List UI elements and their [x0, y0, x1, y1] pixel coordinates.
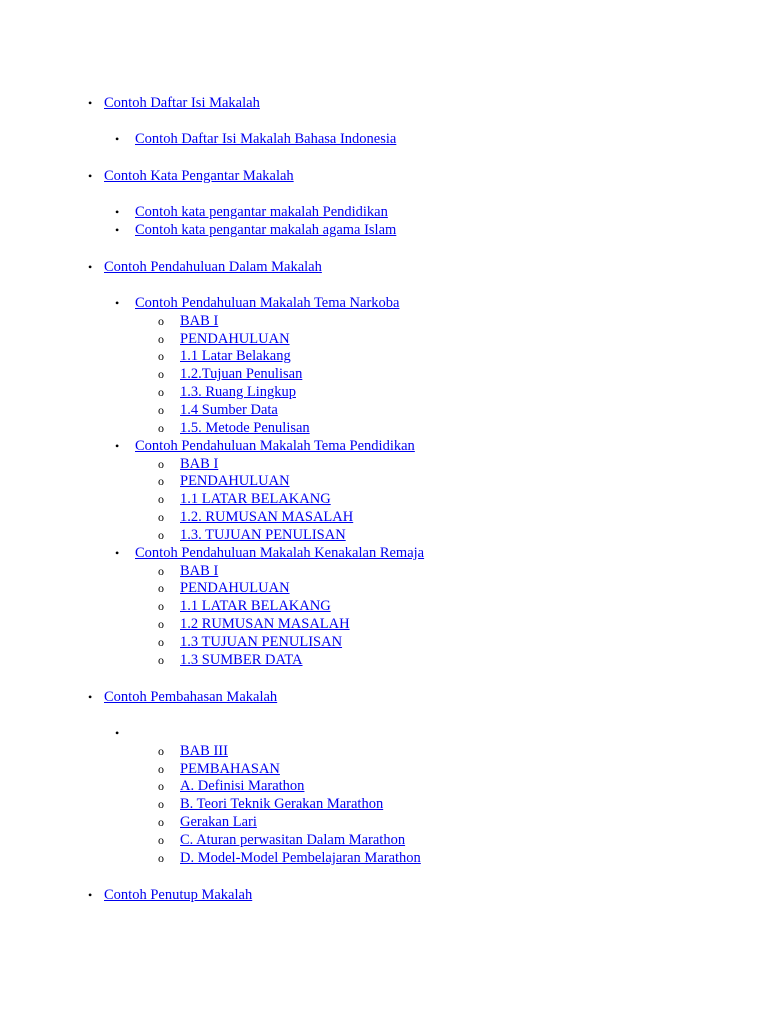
circle-bullet-icon: o [158, 420, 164, 435]
circle-bullet-icon: o [158, 349, 164, 364]
sub-item-link[interactable]: 1.2. RUMUSAN MASALAH [180, 509, 354, 526]
item-link[interactable]: Contoh Daftar Isi Makalah Bahasa Indonesia [135, 131, 397, 147]
disc-bullet-icon: • [115, 295, 120, 310]
circle-bullet-icon: o [158, 797, 164, 812]
sub-item-link[interactable]: 1.2 RUMUSAN MASALAH [180, 616, 350, 633]
circle-bullet-icon: o [158, 581, 164, 596]
sub-item-link[interactable]: BAB I [180, 455, 219, 472]
disc-bullet-icon: • [88, 259, 93, 274]
circle-bullet-icon: o [158, 563, 164, 578]
circle-bullet-icon: o [158, 599, 164, 614]
sub-item-link[interactable]: BAB III [180, 742, 228, 759]
circle-bullet-icon: o [158, 331, 164, 346]
section-link[interactable]: Contoh Penutup Makalah [104, 886, 253, 903]
circle-bullet-icon: o [158, 850, 164, 865]
item-link[interactable]: Contoh kata pengantar makalah Pendidikan [135, 204, 388, 220]
disc-bullet-icon: • [88, 689, 93, 704]
circle-bullet-icon: o [158, 313, 164, 328]
item-link[interactable]: Contoh Pendahuluan Makalah Kenakalan Remaja [135, 544, 425, 561]
circle-bullet-icon: o [158, 743, 164, 758]
circle-bullet-icon: o [158, 367, 164, 382]
circle-bullet-icon: o [158, 832, 164, 847]
sub-item-link[interactable]: 1.2.Tujuan Penulisan [180, 366, 303, 383]
sub-item-link[interactable]: 1.1 Latar Belakang [180, 348, 291, 365]
item-link[interactable]: Contoh Pendahuluan Makalah Tema Pendidikan [135, 437, 415, 454]
section-link[interactable]: Contoh Daftar Isi Makalah [104, 95, 260, 111]
sub-item-link[interactable]: B. Teori Teknik Gerakan Marathon [180, 796, 384, 813]
circle-bullet-icon: o [158, 385, 164, 400]
disc-bullet-icon: • [115, 132, 120, 146]
circle-bullet-icon: o [158, 652, 164, 667]
sub-item-link[interactable]: 1.3 TUJUAN PENULISAN [180, 634, 343, 650]
section-link[interactable]: Contoh Kata Pengantar Makalah [104, 168, 294, 184]
disc-bullet-icon: • [115, 438, 120, 453]
sub-item-link[interactable]: A. Definisi Marathon [180, 778, 305, 795]
sub-item-link[interactable]: 1.3. Ruang Lingkup [180, 384, 296, 401]
sub-item-link[interactable]: 1.3 SUMBER DATA [180, 651, 303, 668]
disc-bullet-icon: • [115, 222, 120, 237]
circle-bullet-icon: o [158, 779, 164, 794]
disc-bullet-icon: • [115, 205, 120, 219]
circle-bullet-icon: o [158, 617, 164, 632]
circle-bullet-icon: o [158, 527, 164, 542]
disc-bullet-icon: • [115, 545, 120, 560]
sub-item-link[interactable]: 1.4 Sumber Data [180, 401, 278, 418]
item-link[interactable]: Contoh Pendahuluan Makalah Tema Narkoba [135, 294, 400, 311]
sub-item-link[interactable]: 1.3. TUJUAN PENULISAN [180, 526, 346, 543]
circle-bullet-icon: o [158, 761, 164, 776]
disc-bullet-icon: • [115, 725, 120, 740]
sub-item-link[interactable]: PENDAHULUAN [180, 580, 290, 597]
sub-item-link[interactable]: PENDAHULUAN [180, 330, 290, 347]
sub-item-link[interactable]: PENDAHULUAN [180, 473, 290, 490]
sub-item-link[interactable]: 1.1 LATAR BELAKANG [180, 598, 331, 615]
section-link[interactable]: Contoh Pendahuluan Dalam Makalah [104, 258, 322, 275]
item-link[interactable]: Contoh kata pengantar makalah agama Islam [135, 221, 397, 238]
sub-item-link[interactable]: 1.5. Metode Penulisan [180, 419, 310, 436]
circle-bullet-icon: o [158, 474, 164, 489]
sub-item-link[interactable]: D. Model-Model Pembelajaran Marathon [180, 849, 421, 866]
sub-item-link[interactable]: BAB I [180, 312, 219, 329]
disc-bullet-icon: • [88, 169, 93, 183]
circle-bullet-icon: o [158, 510, 164, 525]
sub-item-link[interactable]: PEMBAHASAN [180, 760, 280, 777]
circle-bullet-icon: o [158, 456, 164, 471]
sub-item-link[interactable]: Gerakan Lari [180, 814, 257, 831]
sub-item-link[interactable]: 1.1 LATAR BELAKANG [180, 491, 331, 508]
section-link[interactable]: Contoh Pembahasan Makalah [104, 688, 278, 705]
sub-item-link[interactable]: C. Aturan perwasitan Dalam Marathon [180, 831, 406, 848]
circle-bullet-icon: o [158, 492, 164, 507]
disc-bullet-icon: • [88, 887, 93, 902]
circle-bullet-icon: o [158, 402, 164, 417]
circle-bullet-icon: o [158, 815, 164, 830]
sub-item-link[interactable]: BAB I [180, 562, 219, 579]
disc-bullet-icon: • [88, 96, 93, 110]
circle-bullet-icon: o [158, 635, 164, 649]
